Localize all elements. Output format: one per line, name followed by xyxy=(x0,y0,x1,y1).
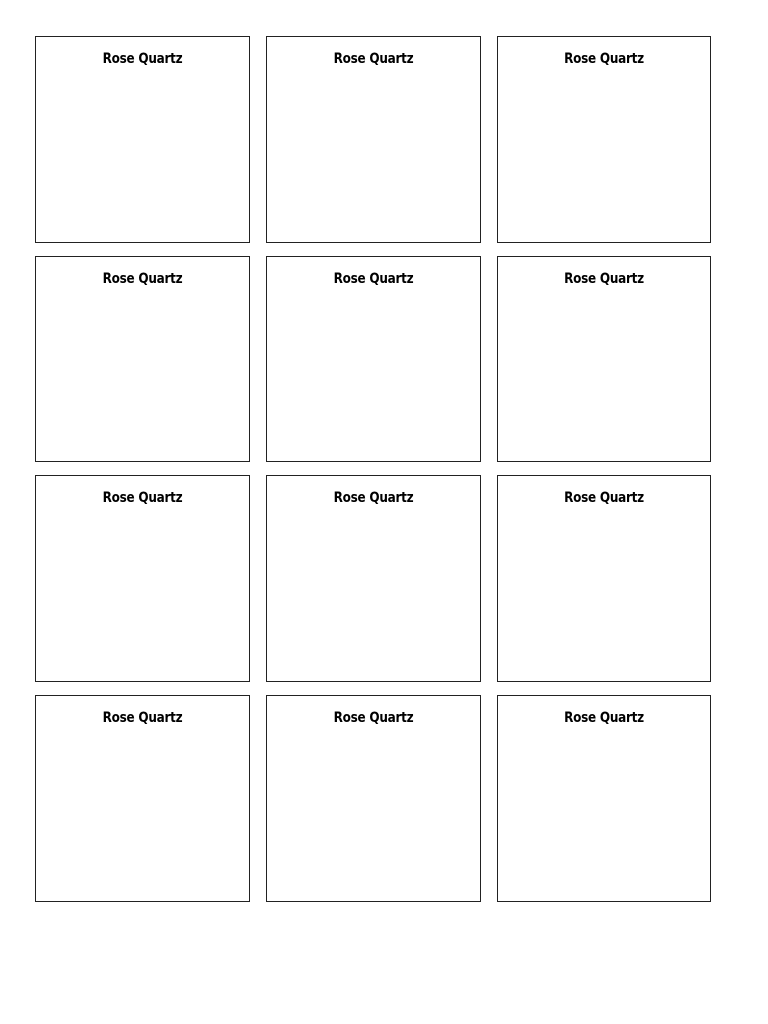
card-5 xyxy=(266,256,481,462)
card-9 xyxy=(497,475,711,682)
card-title: Rose Quartz xyxy=(564,51,644,67)
card-title: Rose Quartz xyxy=(102,710,183,726)
card-title: Rose Quartz xyxy=(564,271,644,287)
card-6 xyxy=(497,256,711,462)
card-title: Rose Quartz xyxy=(102,271,183,287)
card-12 xyxy=(497,695,711,902)
card-7 xyxy=(35,475,250,682)
card-11 xyxy=(266,695,481,902)
card-title: Rose Quartz xyxy=(102,51,183,67)
card-8 xyxy=(266,475,481,682)
card-title: Rose Quartz xyxy=(333,271,414,287)
card-3 xyxy=(497,36,711,243)
card-sheet xyxy=(35,36,712,902)
card-title: Rose Quartz xyxy=(333,710,414,726)
card-2 xyxy=(266,36,481,243)
card-title: Rose Quartz xyxy=(102,490,183,506)
card-4 xyxy=(35,256,250,462)
card-title: Rose Quartz xyxy=(333,51,414,67)
card-10 xyxy=(35,695,250,902)
card-title: Rose Quartz xyxy=(333,490,414,506)
card-1 xyxy=(35,36,250,243)
card-title: Rose Quartz xyxy=(564,490,644,506)
card-title: Rose Quartz xyxy=(564,710,644,726)
